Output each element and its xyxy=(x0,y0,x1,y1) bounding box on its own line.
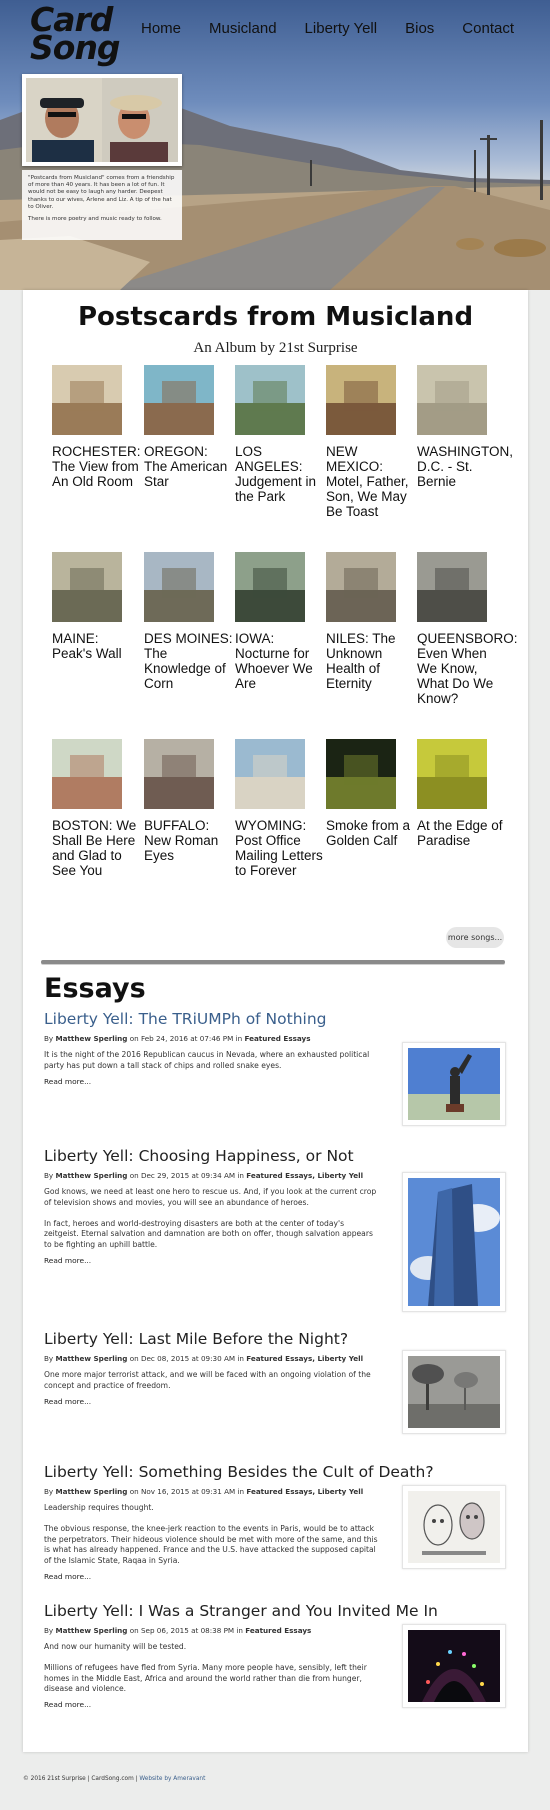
essay-author[interactable]: Matthew Sperling xyxy=(55,1626,128,1635)
nav-musicland[interactable]: Musicland xyxy=(209,20,277,37)
hero-caption-text-2: There is more poetry and music ready to follow. xyxy=(28,216,162,223)
song-postcard-thumbnail[interactable] xyxy=(235,552,305,622)
song-title[interactable]: WASHINGTON, D.C. - St. Bernie xyxy=(417,444,514,489)
song-item[interactable] xyxy=(326,552,416,691)
essay-date: on Dec 08, 2015 at 09:30 AM in xyxy=(129,1354,244,1363)
essay-excerpt xyxy=(44,1050,379,1072)
song-title[interactable]: ROCHESTER: The View from An Old Room xyxy=(52,444,141,489)
essay-author[interactable]: Matthew Sperling xyxy=(55,1354,128,1363)
song-postcard-thumbnail[interactable] xyxy=(52,365,122,435)
meta-by: By xyxy=(44,1354,54,1363)
excerpt-paragraph: And now our humanity will be tested. xyxy=(44,1642,187,1651)
song-item[interactable] xyxy=(144,739,234,863)
footer-credit-link[interactable]: Website by Ameravant xyxy=(139,1776,206,1782)
essay-excerpt xyxy=(44,1370,379,1392)
nav-bios[interactable]: Bios xyxy=(405,20,435,37)
song-item[interactable] xyxy=(52,552,142,661)
song-item[interactable] xyxy=(144,365,234,489)
song-title[interactable]: QUEENSBORO: Even When We Know, What Do We Know? xyxy=(417,631,518,706)
excerpt-paragraph: In fact, heroes and world-destroying disasters are both at the center of today's zeitgeist. Eternal salvation and damnation are both on offer, though salvation appears to be fighting an uphill battle. xyxy=(44,1218,373,1250)
logo-line-2: Song xyxy=(30,28,120,67)
excerpt-paragraph: Millions of refugees have fled from Syria. Many more people have, sensibly, left their homes in the Middle East, Africa and around the world rather than die from hunger, disease and violence. xyxy=(44,1662,367,1694)
authors-photo-image xyxy=(26,78,178,162)
meta-by: By xyxy=(44,1034,54,1043)
song-title[interactable]: BUFFALO: New Roman Eyes xyxy=(144,818,219,863)
essay-author[interactable]: Matthew Sperling xyxy=(55,1487,128,1496)
excerpt-paragraph: It is the night of the 2016 Republican caucus in Nevada, where an exhausted political party has put down a tall stack of chips and rolled snake eyes. xyxy=(44,1050,370,1070)
skyscraper-image xyxy=(408,1178,500,1306)
lights-archway-image xyxy=(408,1630,500,1702)
song-postcard-thumbnail[interactable] xyxy=(326,552,396,622)
song-postcard-thumbnail[interactable] xyxy=(52,552,122,622)
essay-thumbnail[interactable] xyxy=(402,1485,506,1569)
song-item[interactable] xyxy=(326,365,416,519)
song-postcard-thumbnail[interactable] xyxy=(326,365,396,435)
read-more-link[interactable]: Read more... xyxy=(44,1571,92,1581)
site-logo[interactable] xyxy=(30,0,120,67)
song-item[interactable] xyxy=(326,739,416,848)
statue-image xyxy=(408,1048,500,1120)
main-nav xyxy=(141,20,514,37)
essay-categories[interactable]: Featured Essays, Liberty Yell xyxy=(246,1354,364,1363)
song-postcard-thumbnail[interactable] xyxy=(235,365,305,435)
song-title[interactable]: NILES: The Unknown Health of Eternity xyxy=(326,631,396,691)
read-more-link[interactable]: Read more... xyxy=(44,1396,92,1406)
essay-excerpt xyxy=(44,1503,379,1567)
nav-liberty-yell[interactable]: Liberty Yell xyxy=(304,20,378,37)
essay-date: on Nov 16, 2015 at 09:31 AM in xyxy=(129,1487,245,1496)
essay-categories[interactable]: Featured Essays, Liberty Yell xyxy=(246,1487,364,1496)
song-item[interactable] xyxy=(417,552,518,706)
authors-photo xyxy=(22,74,182,166)
essay-post xyxy=(44,1330,506,1406)
song-postcard-thumbnail[interactable] xyxy=(144,365,214,435)
site-footer xyxy=(23,1776,205,1782)
excerpt-paragraph: One more major terrorist attack, and we will be faced with an ongoing violation of the concept and practice of freedom. xyxy=(44,1370,371,1390)
hero-caption xyxy=(22,170,182,240)
section-divider xyxy=(41,960,505,964)
song-item[interactable] xyxy=(52,739,142,878)
foggy-trees-image xyxy=(408,1356,500,1428)
essay-date: on Dec 29, 2015 at 09:34 AM in xyxy=(129,1171,244,1180)
song-item[interactable] xyxy=(417,365,514,489)
more-songs-button[interactable]: more songs... xyxy=(446,927,504,948)
album-subtitle: An Album by 21st Surprise xyxy=(193,340,358,356)
song-item[interactable] xyxy=(417,739,507,848)
essay-author[interactable]: Matthew Sperling xyxy=(55,1171,128,1180)
essay-title[interactable]: Liberty Yell: Choosing Happiness, or Not xyxy=(44,1147,354,1165)
song-item[interactable] xyxy=(235,552,325,691)
song-postcard-thumbnail[interactable] xyxy=(144,739,214,809)
song-postcard-thumbnail[interactable] xyxy=(417,552,487,622)
song-postcard-thumbnail[interactable] xyxy=(417,739,487,809)
content-panel xyxy=(23,290,528,1752)
essay-title[interactable]: Liberty Yell: Last Mile Before the Night? xyxy=(44,1330,349,1348)
song-postcard-thumbnail[interactable] xyxy=(235,739,305,809)
song-title[interactable]: DES MOINES: The Knowledge of Corn xyxy=(144,631,233,691)
excerpt-paragraph: The obvious response, the knee-jerk reaction to the events in Paris, would be to attack the perpetrators. Their hideous violence should be met with more of the same, and this is what has already happened. France and the U.S. have attacked the supposed capital of the Islamic State, Raqaa in Syria. xyxy=(44,1523,378,1566)
hero-caption-text-1: "Postcards from Musicland" comes from a friendship of more than 40 years. It has been a lot of fun. It would not be easy to laugh any harder. Deepest thanks to our wives, Arlene and Liz. A tip of the hat to Oliver. xyxy=(28,175,175,210)
sketch-drawing-image xyxy=(408,1491,500,1563)
read-more-link[interactable]: Read more... xyxy=(44,1076,92,1086)
essay-thumbnail[interactable] xyxy=(402,1624,506,1708)
song-item[interactable] xyxy=(235,739,325,878)
song-title[interactable]: BOSTON: We Shall Be Here and Glad to See You xyxy=(52,818,137,878)
song-title[interactable]: IOWA: Nocturne for Whoever We Are xyxy=(235,631,313,691)
album-title: Postscards from Musicland xyxy=(77,302,474,332)
meta-by: By xyxy=(44,1487,54,1496)
essay-post xyxy=(44,1602,506,1709)
essay-date: on Feb 24, 2016 at 07:46 PM in xyxy=(129,1034,243,1043)
essay-excerpt xyxy=(44,1642,379,1695)
song-title[interactable]: OREGON: The American Star xyxy=(144,444,228,489)
read-more-link[interactable]: Read more... xyxy=(44,1255,92,1265)
song-item[interactable] xyxy=(52,365,142,489)
excerpt-paragraph: Leadership requires thought. xyxy=(44,1503,154,1512)
essay-thumbnail[interactable] xyxy=(402,1042,506,1126)
song-postcard-thumbnail[interactable] xyxy=(417,365,487,435)
essay-title[interactable]: Liberty Yell: Something Besides the Cult of Death? xyxy=(44,1463,434,1481)
song-title[interactable]: LOS ANGELES: Judgement in the Park xyxy=(235,444,317,504)
essay-author[interactable]: Matthew Sperling xyxy=(55,1034,128,1043)
nav-home[interactable]: Home xyxy=(141,20,182,37)
essay-date: on Sep 06, 2015 at 08:38 PM in xyxy=(129,1626,243,1635)
essay-excerpt xyxy=(44,1187,379,1251)
song-title[interactable]: NEW MEXICO: Motel, Father, Son, We May Be Toast xyxy=(326,444,409,519)
song-postcard-thumbnail[interactable] xyxy=(52,739,122,809)
essay-post xyxy=(44,1010,506,1086)
essays-heading: Essays xyxy=(44,973,146,1004)
essay-title[interactable]: Liberty Yell: The TRiUMPh of Nothing xyxy=(44,1010,327,1028)
essay-post xyxy=(44,1463,506,1581)
hero-banner xyxy=(0,0,550,290)
song-title[interactable]: Smoke from a Golden Calf xyxy=(326,818,411,848)
song-item[interactable] xyxy=(235,365,325,504)
essay-categories[interactable]: Featured Essays xyxy=(244,1034,311,1043)
footer-text: © 2016 21st Surprise | CardSong.com | xyxy=(23,1776,138,1782)
song-postcard-thumbnail[interactable] xyxy=(326,739,396,809)
logo-line-1: Card xyxy=(30,0,113,39)
essay-categories[interactable]: Featured Essays xyxy=(245,1626,312,1635)
essay-thumbnail[interactable] xyxy=(402,1172,506,1312)
song-postcard-thumbnail[interactable] xyxy=(144,552,214,622)
read-more-link[interactable]: Read more... xyxy=(44,1700,92,1710)
essay-thumbnail[interactable] xyxy=(402,1350,506,1434)
essay-categories[interactable]: Featured Essays, Liberty Yell xyxy=(246,1171,364,1180)
essay-post xyxy=(44,1147,506,1265)
nav-contact[interactable]: Contact xyxy=(462,20,514,37)
meta-by: By xyxy=(44,1626,54,1635)
song-title[interactable]: WYOMING: Post Office Mailing Letters to Forever xyxy=(235,818,323,878)
essay-title[interactable]: Liberty Yell: I Was a Stranger and You Invited Me In xyxy=(44,1602,438,1620)
meta-by: By xyxy=(44,1171,54,1180)
song-title[interactable]: MAINE: Peak's Wall xyxy=(52,631,122,661)
excerpt-paragraph: God knows, we need at least one hero to rescue us. And, if you look at the current crop of television shows and movies, you will see an abundance of heroes. xyxy=(44,1187,377,1207)
song-item[interactable] xyxy=(144,552,234,691)
song-title[interactable]: At the Edge of Paradise xyxy=(417,818,503,848)
